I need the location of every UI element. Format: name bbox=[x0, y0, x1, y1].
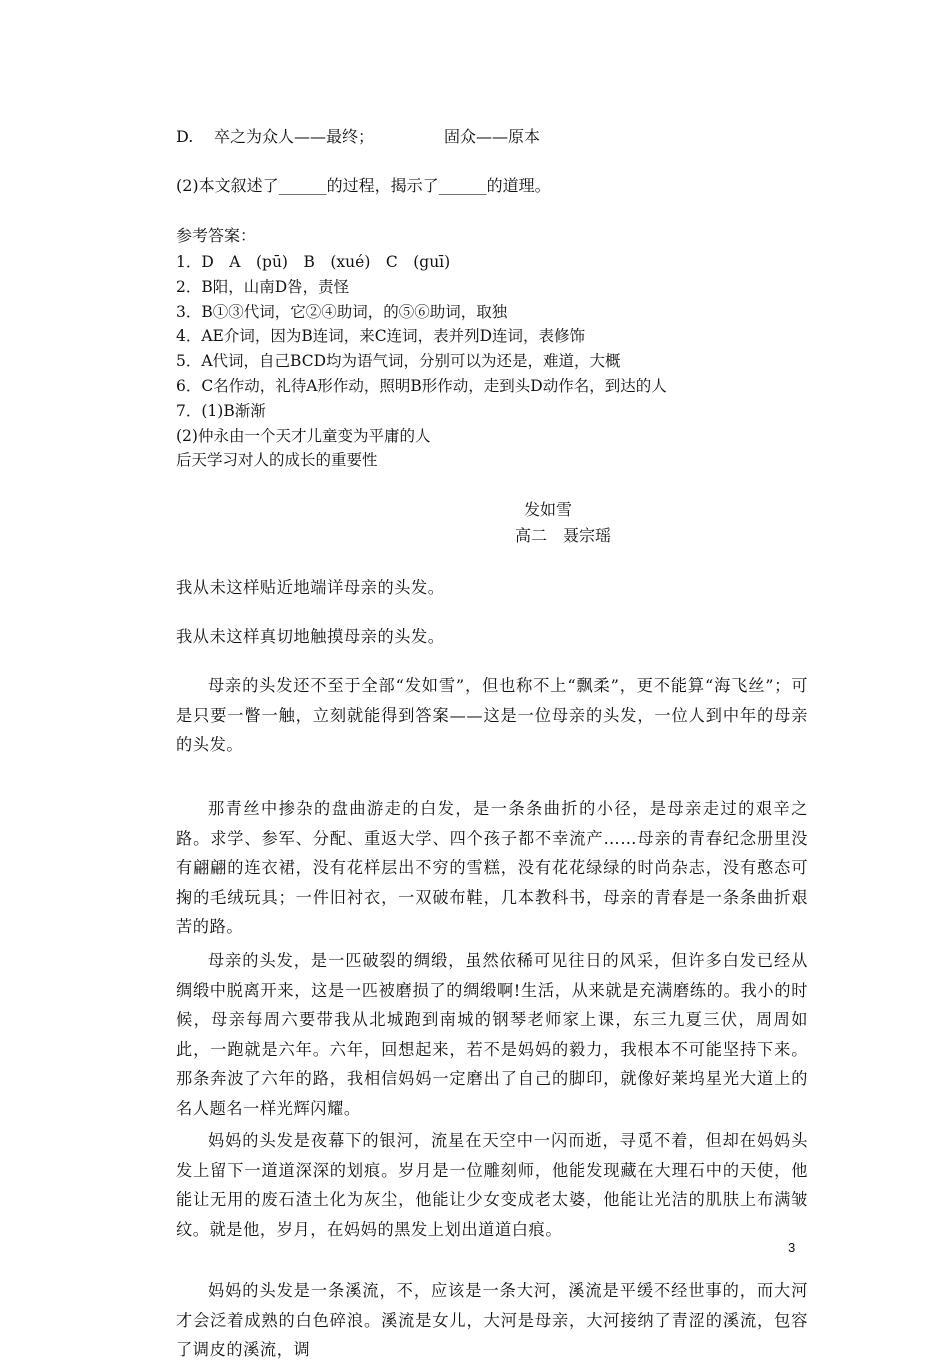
essay-author: 高二 聂宗瑶 bbox=[514, 526, 611, 545]
question-d-part1: 卒之为众人——最终； bbox=[214, 127, 375, 146]
essay-paragraph: 母亲的头发，是一匹破裂的绸缎，虽然依稀可见往日的风采，但许多白发已经从绸缎中脱离开来，这是一匹被磨损了的绸缎啊!生活，从来就是充满磨练的。我小的时候，母亲每周六要带我从北城跑到南城的钢琴老师家上课，东三九夏三伏，周周如此，一跑就是六年。六年，回想起来，若不是妈妈的毅力，我根本不可能坚持下来。那条奔波了六年的路，我相信妈妈一定磨出了自己的脚印，就像好莱坞星光大道上的名人题名一样光辉闪耀。 bbox=[176, 951, 808, 1118]
answer-line: 1．D A (pū) B (xué) C (guī) bbox=[176, 253, 451, 271]
answer-line: 2．B阳，山南D咎，责怪 bbox=[176, 277, 350, 296]
answer-line: 后天学习对人的成长的重要性 bbox=[176, 451, 378, 470]
essay-paragraph: 我从未这样贴近地端详母亲的头发。 bbox=[176, 578, 445, 597]
page-number: 3 bbox=[788, 1240, 796, 1255]
answer-line: 3．B①③代词，它②④助词，的⑤⑥助词，取独 bbox=[176, 302, 508, 321]
answer-line: 6．C名作动，礼待A形作动，照明B形作动，走到头D动作名，到达的人 bbox=[176, 376, 667, 395]
answer-line: 4．AE介词，因为B连词，来C连词，表并列D连词，表修饰 bbox=[176, 327, 586, 346]
answer-line: (2)仲永由一个天才儿童变为平庸的人 bbox=[176, 426, 431, 445]
answer-line: 5．A代词，自己BCD均为语气词，分别可以为还是，难道，大概 bbox=[176, 352, 621, 371]
answer-line: 7．(1)B渐渐 bbox=[176, 401, 266, 420]
essay-paragraph: 妈妈的头发是一条溪流，不，应该是一条大河，溪流是平缓不经世事的，而大河才会泛着成熟的白色碎浪。溪流是女儿，大河是母亲，大河接纳了青涩的溪流，包容了调皮的溪流，调 bbox=[176, 1281, 808, 1360]
essay-paragraph: 妈妈的头发是夜幕下的银河，流星在天空中一闪而逝，寻觅不着，但却在妈妈头发上留下一道道深深的划痕。岁月是一位雕刻师，他能发现藏在大理石中的天使，他能让无用的废石渣土化为灰尘，他能让少女变成老太婆，他能让光洁的肌肤上布满皱纹。就是他，岁月，在妈妈的黑发上划出道道白痕。 bbox=[176, 1131, 808, 1239]
essay-paragraph: 那青丝中掺杂的盘曲游走的白发，是一条条曲折的小径，是母亲走过的艰辛之路。求学、参军、分配、重返大学、四个孩子都不幸流产……母亲的青春纪念册里没有翩翩的连衣裙，没有花样层出不穷的雪糕，没有花花绿绿的时尚杂志，没有憨态可掬的毛绒玩具；一件旧衬衣，一双破布鞋，几本教科书，母亲的青春是一条条曲折艰苦的路。 bbox=[176, 799, 808, 937]
essay-paragraph: 我从未这样真切地触摸母亲的头发。 bbox=[176, 627, 445, 646]
question-d-part2: 固众——原本 bbox=[444, 127, 541, 146]
essay-paragraph: 母亲的头发还不至于全部“发如雪”，但也称不上“飘柔”，更不能算“海飞丝”；可是只要一瞥一触，立刻就能得到答案——这是一位母亲的头发，一位人到中年的母亲的头发。 bbox=[176, 676, 808, 755]
essay-title: 发如雪 bbox=[523, 500, 572, 519]
question-d-label: D. bbox=[176, 127, 194, 146]
answers-heading: 参考答案： bbox=[176, 226, 257, 245]
answer-list bbox=[176, 250, 667, 473]
question-7-2: (2)本文叙述了______的过程，揭示了______的道理。 bbox=[176, 176, 551, 195]
